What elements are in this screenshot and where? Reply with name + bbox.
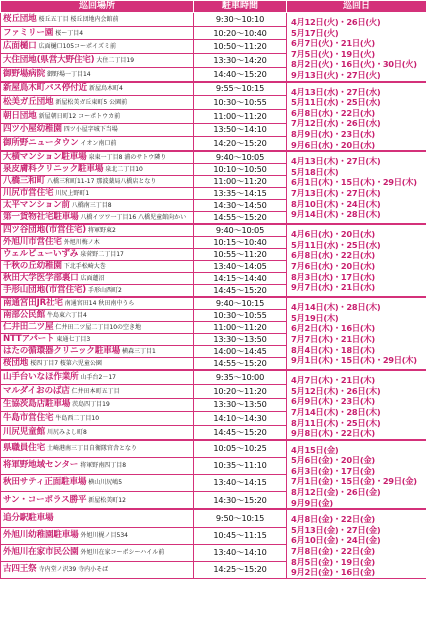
stop-name: 牛島市営住宅 <box>3 413 54 424</box>
visit-date-line: 4月13日(木)・27日(木) <box>291 156 381 167</box>
stop-location <box>1 54 194 68</box>
stop-address: 新屋松美町12 <box>88 496 126 504</box>
stop-time: 9:30～10:10 <box>194 13 287 27</box>
visit-date-line: 6月2日(木)・16日(木) <box>291 323 375 334</box>
stop-address: 将軍野南四丁目8 <box>80 462 127 470</box>
stop-name: 桜団地 <box>3 358 29 369</box>
stop-location <box>1 334 194 346</box>
stop-time: 14:20～15:20 <box>194 137 287 151</box>
stop-address: 南通宮田14 秋田南中うら <box>64 300 135 308</box>
stop-address: 横山川尻嶋5 <box>88 479 123 487</box>
stop-time: 14:55～15:20 <box>194 212 287 225</box>
stop-name: 松美ガ丘団地 <box>3 97 54 108</box>
stop-address: 新屋鳥木町4 <box>88 85 123 93</box>
stop-address: 御野場一丁目14 <box>46 70 91 78</box>
stop-address: 外旭川梅ノ木 <box>63 239 100 247</box>
stop-time: 14:45～15:20 <box>194 285 287 298</box>
visit-date-line: 5月17日(火) <box>291 27 339 38</box>
stop-location <box>1 474 194 491</box>
stop-name: 千秋の丘幼稚園 <box>3 261 62 272</box>
stop-location <box>1 212 194 225</box>
visit-date-line: 9月6日(水)・20日(水) <box>291 139 375 150</box>
stop-time: 10:35～11:10 <box>194 457 287 474</box>
stop-address: 新屋松美ガ丘東町5 公園前 <box>55 99 128 107</box>
visit-dates <box>287 370 426 440</box>
visit-date-line: 7月12日(水)・26日(水) <box>291 118 381 129</box>
stop-location <box>1 188 194 200</box>
visit-dates <box>287 151 426 224</box>
stop-location <box>1 237 194 249</box>
stop-name: 八橋三和町 <box>3 176 45 187</box>
visit-date-line: 5月6日(金)・20日(金) <box>291 455 375 466</box>
stop-time: 10:55～11:20 <box>194 249 287 261</box>
visit-date-line: 4月15日(金) <box>291 444 339 455</box>
stop-time: 11:00～11:20 <box>194 322 287 334</box>
stop-address: 川尻みよし町8 <box>46 428 87 436</box>
stop-address: 桜ー丁目4 <box>55 29 84 37</box>
stop-address: 八橋南三丁目8 <box>71 202 112 210</box>
stop-address: 広面樋口105コーポイズミ前 <box>38 43 116 51</box>
stop-time: 9:35～10:00 <box>194 370 287 384</box>
stop-time: 13:30～14:20 <box>194 54 287 68</box>
visit-date-line: 5月11日(水)・25日(水) <box>291 239 381 250</box>
stop-location <box>1 425 194 439</box>
stop-address: 外旭川梶ノ目534 <box>80 532 128 540</box>
stop-name: 県職員住宅 <box>3 443 45 454</box>
stop-time: 11:00～11:20 <box>194 176 287 188</box>
visit-date-line: 4月8日(金)・22日(金) <box>291 514 375 525</box>
visit-dates <box>287 13 426 82</box>
stop-time: 13:40～14:05 <box>194 261 287 273</box>
visit-date-line: 6月8日(水)・22日(水) <box>291 250 375 261</box>
stop-name: 川尻市営住宅 <box>3 188 54 199</box>
stop-time: 14:55～15:20 <box>194 358 287 371</box>
stop-address: 牛島西二丁目10 <box>55 415 100 423</box>
stop-row <box>1 370 426 384</box>
stop-name: 秋田サティ正面駐車場 <box>3 477 87 488</box>
stop-name: 南通宮田JR社宅 <box>3 298 63 309</box>
stop-name: 大横マンション駐車場 <box>3 152 87 163</box>
visit-date-line: 8月4日(木)・18日(木) <box>291 344 375 355</box>
stop-address: 四ツ小屋字城下当場 <box>63 126 118 134</box>
stop-address: 仁井田二ツ屋二丁目10の空き地 <box>55 324 142 332</box>
visit-date-line: 6月9日(木)・23日(木) <box>291 396 375 407</box>
stop-row <box>1 151 426 164</box>
stop-name: NTTアパート <box>3 334 55 345</box>
stop-address: 泉菅野二丁目17 <box>80 251 124 259</box>
visit-date-line: 7月5日(火)・19日(火) <box>291 48 375 59</box>
stop-location <box>1 109 194 123</box>
header-dates: 巡回日 <box>287 1 426 13</box>
visit-date-line: 9月1日(木)・15日(木)・29日(木) <box>291 355 417 366</box>
visit-date-line: 5月12日(木)・26日(木) <box>291 385 381 396</box>
visit-dates <box>287 509 426 578</box>
visit-date-line: 9月14日(木)・28日(木) <box>291 209 381 220</box>
stop-location <box>1 26 194 40</box>
stop-name: 山手台いなほ作業所 <box>3 372 79 382</box>
stop-address: イオン南口前 <box>80 140 117 148</box>
stop-location <box>1 261 194 273</box>
stop-name: 南部公民館 <box>3 310 45 321</box>
visit-date-line: 5月11日(水)・25日(水) <box>291 97 381 108</box>
stop-location <box>1 176 194 188</box>
stop-name: 泉皮膚科クリニック駐車場 <box>3 164 104 175</box>
visit-date-line: 9月9日(金) <box>291 497 333 508</box>
visit-date-line: 9月8日(木)・22日(木) <box>291 428 375 439</box>
stop-name: 外旭川市営住宅 <box>3 237 62 248</box>
stop-name: 四ツ谷団地(市営住宅) <box>3 225 86 236</box>
stop-name: 川尻児童館 <box>3 426 45 437</box>
stop-location <box>1 358 194 371</box>
stop-time: 11:00～11:20 <box>194 109 287 123</box>
stop-location <box>1 123 194 137</box>
visit-date-line: 4月13日(水)・27日(水) <box>291 86 381 97</box>
stop-row <box>1 224 426 237</box>
stop-time: 14:00～14:45 <box>194 346 287 358</box>
visit-date-line: 6月1日(木)・15日(木)・29日(木) <box>291 177 417 188</box>
stop-time: 10:45～11:15 <box>194 527 287 544</box>
visit-date-line: 4月12日(火)・26日(火) <box>291 17 381 27</box>
stop-location <box>1 273 194 285</box>
stop-time: 14:10～14:30 <box>194 412 287 426</box>
stop-name: ファミリー園 <box>3 27 54 38</box>
visit-date-line: 7月7日(木)・21日(木) <box>291 333 375 344</box>
stop-address: 土崎港南三丁目自衛隊官舎となり <box>46 445 137 453</box>
stop-time: 13:50～14:10 <box>194 123 287 137</box>
stop-address: 川尻上野町1 <box>55 190 90 198</box>
stop-row <box>1 13 426 27</box>
stop-location <box>1 310 194 322</box>
visit-dates <box>287 82 426 152</box>
header-location: 巡回場所 <box>1 1 194 13</box>
stop-name: 第一貨物社宅駐車場 <box>3 212 79 223</box>
stop-time: 10:10～10:50 <box>194 164 287 176</box>
stop-name: 古四王祭 <box>3 564 37 575</box>
stop-time: 13:30～13:50 <box>194 398 287 412</box>
stop-address: 将軍野東2 <box>88 227 116 235</box>
stop-name: 追分駅駐車場 <box>3 512 54 523</box>
stop-name: 朝日団地 <box>3 110 37 121</box>
stop-time: 14:45～15:20 <box>194 425 287 439</box>
stop-location <box>1 491 194 509</box>
schedule-body <box>1 13 426 579</box>
stop-time: 9:40～10:05 <box>194 224 287 237</box>
stop-location <box>1 346 194 358</box>
stop-row <box>1 440 426 458</box>
stop-time: 10:20～11:20 <box>194 384 287 398</box>
stop-address: 山手台2－17 <box>80 374 116 381</box>
stop-address: 仁井田本町五丁目 <box>71 387 120 395</box>
stop-row <box>1 82 426 96</box>
stop-location <box>1 398 194 412</box>
stop-time: 14:40～15:20 <box>194 67 287 81</box>
stop-location <box>1 370 194 384</box>
stop-time: 13:35～14:15 <box>194 188 287 200</box>
stop-location <box>1 457 194 474</box>
visit-date-line: 9月2日(金)・16日(金) <box>291 567 375 578</box>
stop-location <box>1 67 194 81</box>
visit-date-line: 4月7日(木)・21日(木) <box>291 375 375 386</box>
stop-time: 13:40～14:10 <box>194 544 287 561</box>
stop-location <box>1 561 194 578</box>
stop-name: 御所野ニュータウン <box>3 138 79 149</box>
stop-location <box>1 285 194 298</box>
stop-address: 寺内堂ノ沢39 寺内小そば <box>38 566 109 574</box>
stop-time: 10:05～10:25 <box>194 440 287 458</box>
stop-address: 茨島四丁目19 <box>72 401 110 409</box>
stop-location <box>1 509 194 527</box>
stop-name: ウェルビューいずみ <box>3 249 79 260</box>
visit-date-line: 9月13日(火)・27日(火) <box>291 69 381 80</box>
stop-name: 太平マンション前 <box>3 200 70 211</box>
stop-location <box>1 200 194 212</box>
stop-time: 10:20～10:40 <box>194 26 287 40</box>
visit-date-line: 6月3日(金)・17日(金) <box>291 465 375 476</box>
stop-location <box>1 13 194 27</box>
stop-address: 八橋三和町11-17 那波薬局八橋店となり <box>46 178 157 186</box>
stop-address: 広面蓮沼 <box>80 275 105 283</box>
stop-name: はたの循環器クリニック駐車場 <box>3 346 120 357</box>
header-time: 駐車時間 <box>194 1 287 13</box>
stop-name: 仁井田二ツ屋 <box>3 322 54 333</box>
stop-location <box>1 527 194 544</box>
visit-date-line: 4月6日(水)・20日(水) <box>291 229 375 240</box>
stop-location <box>1 322 194 334</box>
visit-date-line: 8月10日(木)・24日(木) <box>291 198 381 209</box>
stop-address: 八橋イツワ一丁目16 八橋児童館向かい <box>80 214 187 222</box>
stop-location <box>1 297 194 310</box>
visit-date-line: 4月14日(木)・28日(木) <box>291 302 381 313</box>
visit-date-line: 8月12日(金)・26日(金) <box>291 487 381 498</box>
stop-name: 四ツ小屋幼稚園 <box>3 124 62 135</box>
stop-location <box>1 82 194 96</box>
stop-time: 14:25～15:20 <box>194 561 287 578</box>
stop-location <box>1 96 194 110</box>
stop-time: 10:30～10:55 <box>194 310 287 322</box>
visit-date-line: 8月9日(水)・23日(水) <box>291 128 375 139</box>
stop-address: 外旭川在家コーポシーハイル前 <box>80 549 165 557</box>
stop-time: 9:40～10:05 <box>194 151 287 164</box>
stop-name: サン・コーポラス勝平 <box>3 494 87 505</box>
stop-location <box>1 412 194 426</box>
stop-name: 大住団地(県営大野住宅) <box>3 54 95 65</box>
stop-location <box>1 224 194 237</box>
visit-date-line: 8月2日(火)・16日(火)・30日(火) <box>291 59 417 70</box>
stop-time: 13:30～13:50 <box>194 334 287 346</box>
stop-address: 手形山西町2 <box>88 287 122 295</box>
stop-location <box>1 544 194 561</box>
stop-address: 泉北二丁目10 <box>105 166 143 174</box>
stop-time: 14:30～14:50 <box>194 200 287 212</box>
stop-address: 桜四丁目7 桜第六児童公園 <box>30 360 102 368</box>
stop-name: 御野場病院 <box>3 68 45 79</box>
stop-location <box>1 40 194 54</box>
visit-date-line: 7月14日(木)・28日(木) <box>291 406 381 417</box>
stop-row <box>1 509 426 527</box>
visit-date-line: 7月6日(水)・20日(水) <box>291 260 375 271</box>
stop-name: 広面樋口 <box>3 41 37 52</box>
visit-date-line: 5月18日(木) <box>291 166 339 177</box>
stop-time: 9:50～10:15 <box>194 509 287 527</box>
visit-dates <box>287 440 426 510</box>
visit-date-line: 6月7日(火)・21日(火) <box>291 38 375 49</box>
stop-address: 大住二丁目19 <box>96 56 135 64</box>
visit-date-line: 6月8日(水)・22日(水) <box>291 107 375 118</box>
stop-address: 東通七丁目3 <box>56 336 91 344</box>
stop-name: 外旭川在家市民公園 <box>3 547 79 558</box>
stop-address: 下北手松崎大巻 <box>63 263 106 271</box>
visit-date-line: 9月7日(水)・21日(水) <box>291 282 375 293</box>
stop-address: 泉東一丁目8 浦のサトウ隣り <box>88 154 167 162</box>
stop-name: マルダイおのば店 <box>3 385 70 396</box>
stop-time: 10:50～11:20 <box>194 40 287 54</box>
stop-time: 9:40～10:15 <box>194 297 287 310</box>
visit-dates <box>287 224 426 297</box>
stop-time: 10:30～10:55 <box>194 96 287 110</box>
stop-time: 9:55～10:15 <box>194 82 287 96</box>
visit-date-line: 8月5日(金)・19日(金) <box>291 556 375 567</box>
stop-name: 外旭川幼稚園駐車場 <box>3 530 79 541</box>
stop-location <box>1 249 194 261</box>
stop-location <box>1 384 194 398</box>
stop-time: 13:40～14:15 <box>194 474 287 491</box>
stop-address: 新屋朝日町12 コーポトウカ前 <box>38 112 121 120</box>
stop-address: 桜丘五丁目 桜丘団地内会館前 <box>38 15 119 23</box>
stop-name: 手形山団地(市営住宅) <box>3 285 86 296</box>
visit-date-line: 8月11日(木)・25日(木) <box>291 417 381 428</box>
visit-date-line: 7月1日(金)・15日(金)・29日(金) <box>291 476 417 487</box>
stop-name: 新屋鳥木町バス停付近 <box>3 83 87 94</box>
stop-location <box>1 164 194 176</box>
visit-date-line: 8月3日(水)・17日(水) <box>291 271 375 282</box>
header-row <box>1 1 426 13</box>
stop-time: 14:15～14:40 <box>194 273 287 285</box>
stop-name: 秋田大学医学部裏口 <box>3 273 79 284</box>
visit-date-line: 6月10日(金)・24日(金) <box>291 535 381 546</box>
stop-name: 桜丘団地 <box>3 13 37 24</box>
stop-address: 横森三丁目1 <box>122 348 156 356</box>
stop-name: 将軍野地域センター <box>3 460 79 471</box>
stop-location <box>1 440 194 458</box>
visit-date-line: 5月13日(金)・27日(金) <box>291 524 381 535</box>
visit-dates <box>287 297 426 370</box>
stop-name: 生協茨島店駐車場 <box>3 399 71 410</box>
visit-date-line: 7月13日(木)・27日(木) <box>291 187 381 198</box>
visit-date-line: 7月8日(金)・22日(金) <box>291 546 375 557</box>
visit-date-line: 5月19日(木) <box>291 312 339 323</box>
stop-time: 14:30～15:20 <box>194 491 287 509</box>
stop-row <box>1 297 426 310</box>
stop-time: 10:15～10:40 <box>194 237 287 249</box>
stop-address: 牛島東六丁目4 <box>46 312 87 320</box>
stop-location <box>1 151 194 164</box>
stop-location <box>1 137 194 151</box>
